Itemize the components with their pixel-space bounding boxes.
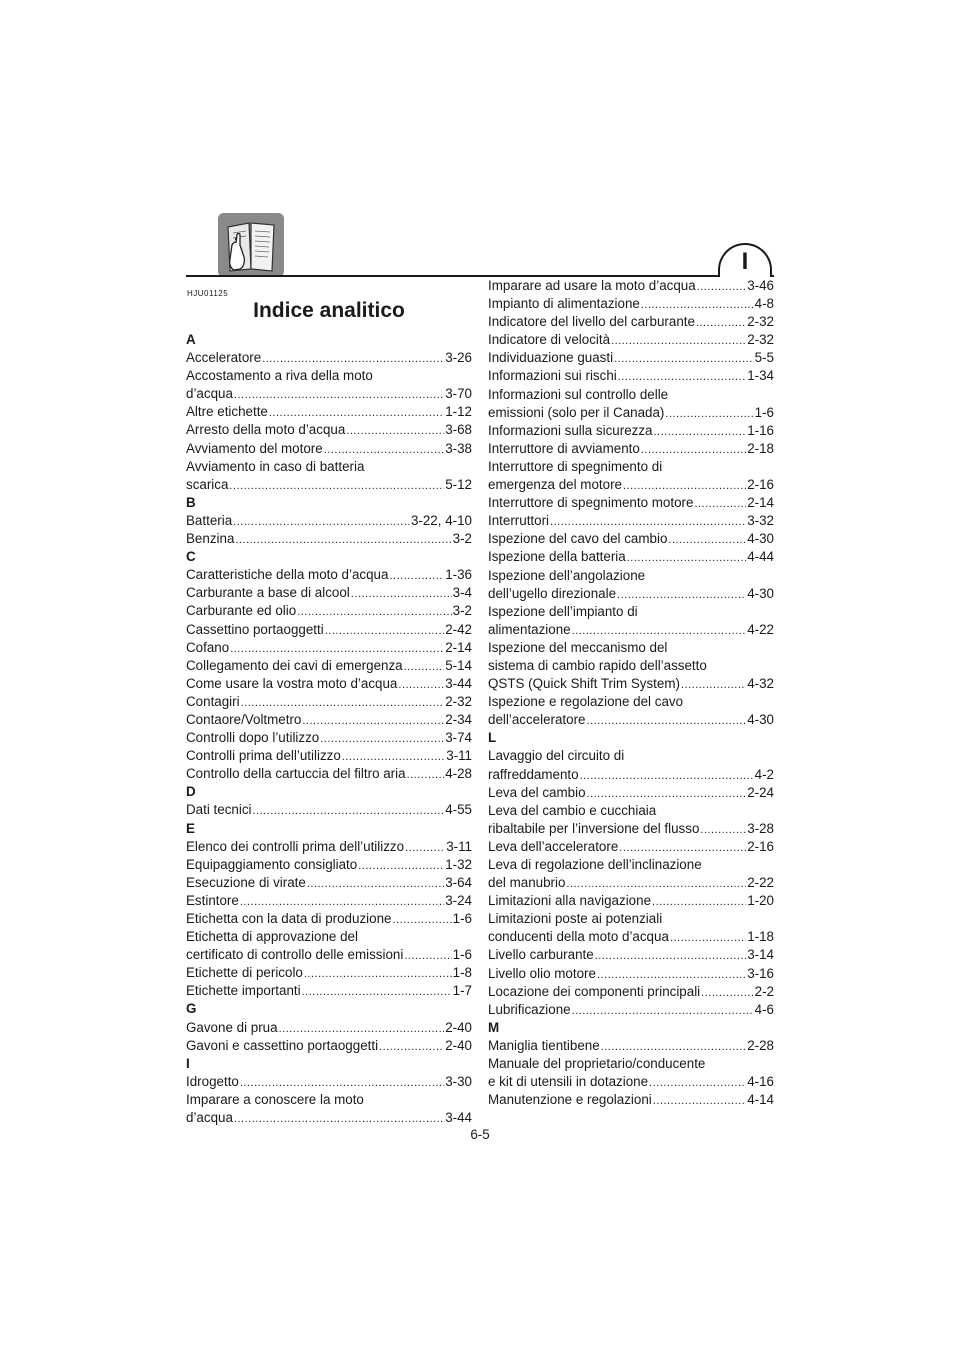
index-entry-page: 3-28 bbox=[747, 820, 774, 836]
index-entry-text: Cofano bbox=[186, 639, 230, 655]
index-entry-text: scarica bbox=[186, 476, 229, 492]
index-entry-text: d’acqua bbox=[186, 386, 233, 402]
dot-leader bbox=[670, 929, 746, 947]
index-entry-text: Caratteristiche della moto d’acqua bbox=[186, 567, 389, 583]
index-entry-text: Impianto di alimentazione bbox=[488, 296, 640, 312]
index-entry-page: 4-14 bbox=[747, 1092, 774, 1108]
dot-leader bbox=[404, 658, 445, 676]
index-entry-text: Lubrificazione bbox=[488, 1001, 571, 1017]
index-letter-heading: C bbox=[186, 549, 196, 565]
dot-leader bbox=[611, 332, 746, 350]
dot-leader bbox=[269, 404, 444, 422]
dot-leader bbox=[302, 712, 444, 730]
index-entry-page: 4-30 bbox=[747, 712, 774, 728]
index-entry bbox=[186, 838, 472, 856]
index-entry-page: 1-6 bbox=[754, 404, 774, 420]
index-entry bbox=[488, 892, 774, 910]
index-entry bbox=[186, 892, 472, 910]
dot-leader bbox=[320, 730, 444, 748]
index-entry-page: 3-24 bbox=[445, 892, 472, 908]
index-entry bbox=[488, 313, 774, 331]
language-badge: I bbox=[718, 243, 772, 277]
index-entry-text: dell’acceleratore bbox=[488, 712, 586, 728]
index-entry-page: 3-2 bbox=[452, 603, 472, 619]
index-entry bbox=[186, 621, 472, 639]
index-entry bbox=[488, 1091, 774, 1109]
index-entry bbox=[488, 331, 774, 349]
index-entry-page: 3-16 bbox=[747, 965, 774, 981]
index-entry-text: Arresto della moto d’acqua bbox=[186, 422, 346, 438]
index-entry-text: Cassettino portaoggetti bbox=[186, 621, 324, 637]
index-entry-page: 3-2 bbox=[452, 531, 472, 547]
index-entry-page: 1-6 bbox=[452, 947, 472, 963]
dot-leader bbox=[304, 965, 452, 983]
index-entry bbox=[488, 693, 774, 729]
index-entry-page: 2-40 bbox=[445, 1019, 472, 1035]
dot-leader bbox=[233, 513, 410, 531]
dot-leader bbox=[653, 1092, 746, 1110]
index-entry bbox=[488, 1001, 774, 1019]
dot-leader bbox=[307, 875, 444, 893]
index-entry bbox=[186, 1091, 472, 1127]
index-entry bbox=[186, 874, 472, 892]
index-entry bbox=[186, 928, 472, 964]
index-entry-text: Informazioni sulla sicurezza bbox=[488, 422, 653, 438]
index-entry bbox=[186, 349, 472, 367]
dot-leader bbox=[587, 785, 747, 803]
index-entry-text: Leva dell’acceleratore bbox=[488, 838, 619, 854]
index-entry bbox=[488, 548, 774, 566]
index-entry-page: 2-18 bbox=[747, 440, 774, 456]
index-entry-page: 2-2 bbox=[754, 983, 774, 999]
index-entry-page: 1-7 bbox=[452, 983, 472, 999]
dot-leader bbox=[346, 422, 444, 440]
index-entry-text: QSTS (Quick Shift Trim System) bbox=[488, 676, 680, 692]
dot-leader bbox=[262, 350, 444, 368]
index-entry-page: 3-26 bbox=[445, 350, 472, 366]
index-entry-page: 2-24 bbox=[747, 784, 774, 800]
index-entry-text: Informazioni sui rischi bbox=[488, 368, 617, 384]
index-entry-text: Controlli prima dell’utilizzo bbox=[186, 748, 341, 764]
index-entry-text: Avviamento del motore bbox=[186, 440, 323, 456]
dot-leader bbox=[614, 350, 754, 368]
index-entry-text: e kit di utensili in dotazione bbox=[488, 1074, 649, 1090]
dot-leader bbox=[405, 839, 445, 857]
index-entry-text: Dati tecnici bbox=[186, 802, 252, 818]
index-letter-heading: I bbox=[186, 1055, 190, 1071]
index-entry-text: Interruttori bbox=[488, 513, 550, 529]
index-entry bbox=[186, 458, 472, 494]
dot-leader bbox=[697, 278, 747, 296]
dot-leader bbox=[701, 984, 753, 1002]
index-entry-text-line: Interruttore di spegnimento di bbox=[488, 458, 663, 474]
index-entry bbox=[186, 765, 472, 783]
index-entry-page: 3-14 bbox=[747, 947, 774, 963]
index-entry-text: Individuazione guasti bbox=[488, 350, 614, 366]
index-entry-text-line: Etichetta di approvazione del bbox=[186, 929, 358, 945]
index-entry bbox=[186, 729, 472, 747]
index-entry-text: raffreddamento bbox=[488, 766, 579, 782]
dot-leader bbox=[587, 712, 747, 730]
index-entry-text: Controlli dopo l’utilizzo bbox=[186, 730, 320, 746]
index-entry-page: 3-30 bbox=[445, 1073, 472, 1089]
index-entry-text-line: Ispezione e regolazione del cavo bbox=[488, 694, 684, 710]
index-entry bbox=[488, 1037, 774, 1055]
dot-leader bbox=[668, 531, 746, 549]
index-entry-text-line: Accostamento a riva della moto bbox=[186, 368, 373, 384]
dot-leader bbox=[653, 423, 746, 441]
dot-leader bbox=[234, 386, 444, 404]
index-entry-page: 1-8 bbox=[452, 965, 472, 981]
dot-leader bbox=[566, 875, 746, 893]
index-entry-page: 4-8 bbox=[754, 296, 774, 312]
dot-leader bbox=[681, 676, 746, 694]
dot-leader bbox=[235, 531, 451, 549]
index-letter-heading: A bbox=[186, 332, 196, 347]
index-entry-page: 3-70 bbox=[445, 386, 472, 402]
index-entry-text: conducenti della moto d’acqua bbox=[488, 929, 669, 945]
index-entry bbox=[488, 639, 774, 693]
index-entry-page: 2-28 bbox=[747, 1037, 774, 1053]
index-entry-page: 3-11 bbox=[446, 748, 472, 764]
dot-leader bbox=[696, 314, 746, 332]
index-entry bbox=[186, 982, 472, 1000]
index-entry bbox=[488, 603, 774, 639]
dot-leader bbox=[240, 893, 444, 911]
index-entry bbox=[186, 657, 472, 675]
index-entry-page: 2-22 bbox=[747, 875, 774, 891]
index-entry-text: del manubrio bbox=[488, 875, 566, 891]
index-entry-text: certificato di controllo delle emissioni bbox=[186, 947, 404, 963]
index-entry-text: Leva del cambio bbox=[488, 784, 586, 800]
dot-leader bbox=[297, 603, 451, 621]
index-entry-text: Etichette importanti bbox=[186, 983, 301, 999]
index-entry-page: 1-12 bbox=[445, 404, 472, 420]
index-entry-page: 4-22 bbox=[747, 621, 774, 637]
index-entry bbox=[186, 584, 472, 602]
dot-leader bbox=[580, 767, 754, 785]
index-entry bbox=[186, 602, 472, 620]
dot-leader bbox=[379, 1038, 444, 1056]
index-entry-page: 3-74 bbox=[445, 730, 472, 746]
index-entry bbox=[488, 277, 774, 295]
index-letter-heading: L bbox=[488, 730, 497, 746]
index-entry bbox=[186, 711, 472, 729]
index-entry-text: Contaore/Voltmetro bbox=[186, 711, 302, 727]
dot-leader bbox=[641, 296, 754, 314]
dot-leader bbox=[325, 622, 444, 640]
index-entry-page: 3-38 bbox=[445, 440, 472, 456]
index-entry bbox=[488, 965, 774, 983]
index-entry bbox=[488, 856, 774, 892]
dot-leader bbox=[623, 477, 746, 495]
index-entry-text-line: Ispezione dell’angolazione bbox=[488, 567, 646, 583]
index-entry-page: 3-32 bbox=[747, 513, 774, 529]
index-entry-text: Maniglia tientibene bbox=[488, 1037, 600, 1053]
index-entry-page: 2-32 bbox=[445, 693, 472, 709]
index-entry-page: 3-22, 4-10 bbox=[410, 512, 472, 528]
dot-leader bbox=[694, 495, 746, 513]
index-entry-page: 3-46 bbox=[747, 278, 774, 293]
index-entry-page: 1-16 bbox=[747, 422, 774, 438]
index-entry-page: 2-14 bbox=[747, 495, 774, 511]
index-entry bbox=[186, 403, 472, 421]
index-entry-text: emergenza del motore bbox=[488, 477, 622, 493]
index-entry bbox=[186, 421, 472, 439]
index-column-right bbox=[488, 277, 774, 1109]
index-column-left bbox=[186, 331, 472, 1127]
dot-leader bbox=[253, 802, 445, 820]
index-entry-text: Contagiri bbox=[186, 693, 240, 709]
index-entry-text: Altre etichette bbox=[186, 404, 268, 420]
index-entry bbox=[488, 458, 774, 494]
dot-leader bbox=[619, 839, 746, 857]
index-entry-text: Estintore bbox=[186, 892, 239, 908]
index-entry-text: Carburante a base di alcool bbox=[186, 585, 350, 601]
dot-leader bbox=[595, 947, 746, 965]
index-entry bbox=[186, 910, 472, 928]
dot-leader bbox=[572, 1002, 754, 1020]
index-entry-text: Indicatore del livello del carburante bbox=[488, 314, 695, 330]
index-entry-page: 2-42 bbox=[445, 621, 472, 637]
index-entry-text: Livello olio motore bbox=[488, 965, 596, 981]
index-entry bbox=[186, 512, 472, 530]
document-code: HJU01125 bbox=[187, 289, 229, 298]
dot-leader bbox=[279, 1020, 445, 1038]
index-entry-page: 1-6 bbox=[452, 911, 472, 926]
index-entry bbox=[488, 910, 774, 946]
index-entry bbox=[488, 512, 774, 530]
manual-reading-icon bbox=[218, 213, 284, 277]
index-entry-text: emissioni (solo per il Canada) bbox=[488, 404, 665, 420]
index-entry-page: 4-28 bbox=[445, 766, 472, 782]
index-entry-page: 3-68 bbox=[445, 422, 472, 438]
index-entry-text: Equipaggiamento consigliato bbox=[186, 856, 358, 872]
index-entry-page: 4-44 bbox=[747, 549, 774, 565]
index-entry-text: Interruttore di spegnimento motore bbox=[488, 495, 694, 511]
dot-leader bbox=[404, 947, 451, 965]
dot-leader bbox=[230, 640, 444, 658]
index-entry-text: Carburante ed olio bbox=[186, 603, 297, 619]
index-entry bbox=[488, 422, 774, 440]
dot-leader bbox=[618, 368, 746, 386]
index-entry bbox=[186, 1037, 472, 1055]
dot-leader bbox=[407, 766, 445, 784]
index-entry-text: Etichette di pericolo bbox=[186, 965, 303, 981]
index-entry-text: Collegamento dei cavi di emergenza bbox=[186, 657, 403, 673]
index-entry-text: Gavone di prua bbox=[186, 1019, 278, 1035]
index-entry-text-line: Informazioni sul controllo delle bbox=[488, 386, 669, 402]
index-entry bbox=[488, 295, 774, 313]
index-entry-text: dell’ugello direzionale bbox=[488, 585, 617, 601]
index-entry bbox=[186, 693, 472, 711]
index-entry-page: 2-32 bbox=[747, 332, 774, 348]
dot-leader bbox=[342, 748, 445, 766]
index-entry-page: 2-16 bbox=[747, 838, 774, 854]
index-entry bbox=[186, 856, 472, 874]
index-entry-text-line: Avviamento in caso di batteria bbox=[186, 458, 365, 474]
index-entry-page: 1-32 bbox=[445, 856, 472, 872]
index-entry-page: 5-12 bbox=[445, 476, 472, 492]
index-entry-text: Come usare la vostra moto d’acqua bbox=[186, 675, 398, 691]
index-entry bbox=[488, 367, 774, 385]
dot-leader bbox=[241, 694, 445, 712]
index-entry-text: Interruttore di avviamento bbox=[488, 440, 640, 456]
index-entry-text: Benzina bbox=[186, 531, 235, 547]
index-letter-heading: B bbox=[186, 494, 196, 510]
index-entry-text-line: Leva di regolazione dell’inclinazione bbox=[488, 857, 702, 872]
index-entry bbox=[488, 838, 774, 856]
index-entry-text: Gavoni e cassettino portaoggetti bbox=[186, 1037, 379, 1053]
dot-leader bbox=[550, 513, 746, 531]
dot-leader bbox=[652, 893, 746, 911]
index-entry-text: Acceleratore bbox=[186, 350, 262, 366]
index-entry-page: 5-14 bbox=[445, 657, 472, 673]
index-entry-text: Limitazioni alla navigazione bbox=[488, 893, 652, 909]
index-entry-text-line: Leva del cambio e cucchiaia bbox=[488, 802, 657, 818]
dot-leader bbox=[627, 549, 746, 567]
index-entry-text: Elenco dei controlli prima dell’utilizzo bbox=[186, 838, 405, 854]
dot-leader bbox=[351, 585, 452, 603]
index-entry bbox=[186, 1073, 472, 1091]
index-entry-text: Etichetta con la data di produzione bbox=[186, 911, 392, 926]
index-entry bbox=[488, 747, 774, 783]
index-entry-text: Idrogetto bbox=[186, 1073, 239, 1089]
index-entry-page: 1-20 bbox=[747, 893, 774, 909]
index-entry bbox=[186, 530, 472, 548]
index-entry-page: 2-14 bbox=[445, 639, 472, 655]
index-entry bbox=[488, 567, 774, 603]
index-entry bbox=[488, 386, 774, 422]
index-entry-page: 2-34 bbox=[445, 711, 472, 727]
index-entry-text-line: Limitazioni poste ai potenziali bbox=[488, 911, 663, 927]
dot-leader bbox=[665, 405, 753, 423]
dot-leader bbox=[597, 966, 746, 984]
index-entry-page: 3-4 bbox=[452, 585, 472, 601]
page-number: 6-5 bbox=[470, 1127, 490, 1142]
dot-leader bbox=[649, 1074, 746, 1092]
index-entry-text: Ispezione della batteria bbox=[488, 549, 626, 565]
index-entry-text-line: Imparare a conoscere la moto bbox=[186, 1091, 364, 1107]
index-entry-page: 4-2 bbox=[754, 766, 774, 782]
index-entry bbox=[488, 494, 774, 512]
index-letter-heading: E bbox=[186, 820, 195, 836]
dot-leader bbox=[229, 477, 444, 495]
index-entry-page: 3-44 bbox=[445, 1110, 472, 1126]
index-entry-page: 3-44 bbox=[445, 675, 472, 691]
index-entry-page: 4-6 bbox=[754, 1001, 774, 1017]
index-entry bbox=[186, 566, 472, 584]
index-letter-heading: D bbox=[186, 784, 196, 800]
dot-leader bbox=[392, 911, 451, 929]
index-entry bbox=[488, 802, 774, 838]
index-entry bbox=[488, 784, 774, 802]
index-entry-page: 4-55 bbox=[445, 802, 472, 818]
dot-leader bbox=[389, 567, 444, 585]
index-entry bbox=[186, 747, 472, 765]
index-entry-text: Esecuzione di virate bbox=[186, 874, 306, 890]
index-entry-page: 4-30 bbox=[747, 585, 774, 601]
index-entry-page: 1-36 bbox=[445, 567, 472, 583]
dot-leader bbox=[324, 441, 444, 459]
index-letter-heading: G bbox=[186, 1001, 197, 1017]
index-entry-text: Manutenzione e regolazioni bbox=[488, 1092, 652, 1108]
index-entry-page: 2-16 bbox=[747, 477, 774, 493]
index-entry-text: Imparare ad usare la moto d’acqua bbox=[488, 278, 696, 293]
index-entry-text: Livello carburante bbox=[488, 947, 594, 963]
index-entry-text: Locazione dei componenti principali bbox=[488, 983, 701, 999]
index-entry bbox=[488, 349, 774, 367]
dot-leader bbox=[700, 821, 746, 839]
index-entry-text-line: sistema di cambio rapido dell’assetto bbox=[488, 657, 707, 673]
index-entry-text-line: Ispezione dell’impianto di bbox=[488, 603, 638, 619]
index-entry-text: ribaltabile per l’inversione del flusso bbox=[488, 820, 700, 836]
index-entry-page: 2-32 bbox=[747, 314, 774, 330]
dot-leader bbox=[572, 622, 747, 640]
index-entry bbox=[186, 675, 472, 693]
index-entry-text-line: Lavaggio del circuito di bbox=[488, 748, 625, 764]
dot-leader bbox=[398, 676, 444, 694]
index-entry bbox=[186, 367, 472, 403]
index-entry-text-line: Manuale del proprietario/conducente bbox=[488, 1056, 706, 1072]
index-entry bbox=[488, 530, 774, 548]
index-entry bbox=[186, 801, 472, 819]
index-entry bbox=[186, 1019, 472, 1037]
index-entry-page: 3-11 bbox=[446, 838, 472, 854]
page-title: Indice analitico bbox=[253, 299, 405, 322]
index-entry-page: 3-64 bbox=[445, 874, 472, 890]
index-entry bbox=[488, 440, 774, 458]
index-entry-text: d’acqua bbox=[186, 1110, 233, 1126]
index-entry-page: 2-40 bbox=[445, 1037, 472, 1053]
index-entry-page: 4-30 bbox=[747, 531, 774, 547]
index-letter-heading: M bbox=[488, 1019, 500, 1035]
index-entry-page: 1-18 bbox=[747, 929, 774, 945]
index-entry bbox=[186, 964, 472, 982]
dot-leader bbox=[234, 1110, 444, 1128]
index-entry bbox=[186, 639, 472, 657]
index-entry bbox=[488, 1055, 774, 1091]
index-entry-text: Indicatore di velocità bbox=[488, 332, 611, 348]
index-entry-text: Batteria bbox=[186, 512, 233, 528]
index-entry-text: alimentazione bbox=[488, 621, 571, 637]
index-entry bbox=[186, 440, 472, 458]
index-entry bbox=[488, 946, 774, 964]
index-entry-page: 4-16 bbox=[747, 1074, 774, 1090]
dot-leader bbox=[641, 441, 746, 459]
dot-leader bbox=[358, 857, 444, 875]
dot-leader bbox=[240, 1074, 444, 1092]
dot-leader bbox=[617, 586, 746, 604]
index-entry-page: 4-32 bbox=[747, 676, 774, 692]
index-entry-page: 1-34 bbox=[747, 368, 774, 384]
index-entry-page: 5-5 bbox=[754, 350, 774, 366]
index-entry-text: Ispezione del cavo del cambio bbox=[488, 531, 668, 547]
index-entry bbox=[488, 983, 774, 1001]
dot-leader bbox=[601, 1038, 747, 1056]
dot-leader bbox=[302, 983, 452, 1001]
index-entry-text: Controllo della cartuccia del filtro aria bbox=[186, 766, 406, 782]
index-entry-text-line: Ispezione del meccanismo del bbox=[488, 639, 668, 655]
